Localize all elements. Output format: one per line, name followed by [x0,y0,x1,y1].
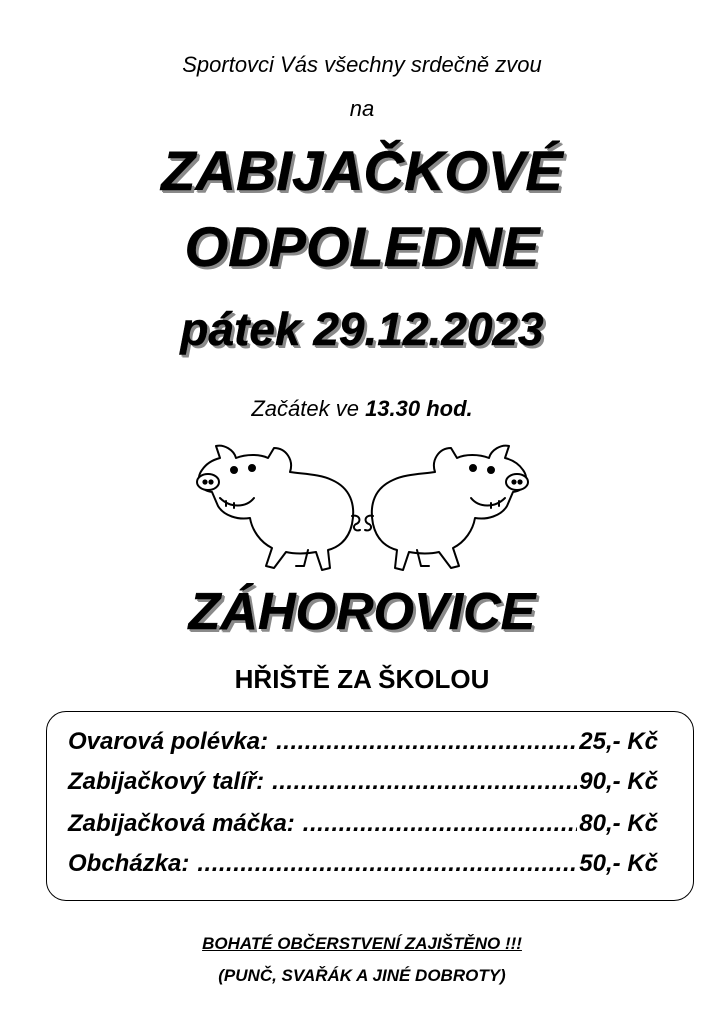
pig-icon [365,446,528,570]
menu-item-leader [197,850,577,878]
refreshments-detail: (PUNČ, SVAŘÁK A JINÉ DOBROTY) [218,966,506,985]
menu-item-price: 80,- Kč [579,810,658,837]
event-title-line2: ODPOLEDNE [184,215,540,278]
pigs-illustration [190,440,535,575]
event-date: pátek 29.12.2023 [180,303,544,355]
pig-icon [197,446,360,570]
village-name: ZÁHOROVICE [188,583,536,641]
menu-item-name: Ovarová polévka: [68,728,269,755]
menu-item-name: Zabijačková máčka: [68,810,295,837]
menu-item-name: Obcházka: [68,850,190,877]
invite-line: Sportovci Vás všechny srdečně zvou [182,52,542,77]
menu-item [68,810,658,838]
venue-name: HŘIŠTĚ ZA ŠKOLOU [234,664,490,694]
menu-item-leader [303,810,578,838]
menu-item-price: 90,- Kč [579,768,658,795]
event-start [0,396,724,422]
menu-item-price: 25,- Kč [579,728,658,755]
event-title-line1: ZABIJAČKOVÉ [161,139,563,202]
menu-item [68,728,658,756]
refreshments-note: BOHATÉ OBČERSTVENÍ ZAJIŠTĚNO !!! [202,934,522,953]
menu-item-leader [276,728,577,756]
menu-item [68,850,658,878]
menu-item [68,768,658,796]
menu-item-leader [272,768,577,796]
invite-na: na [349,96,375,121]
start-label: Začátek ve [251,396,366,421]
menu-item-price: 50,- Kč [579,850,658,877]
menu-item-name: Zabijačkový talíř: [68,768,265,795]
start-time: 13.30 hod. [365,396,473,421]
